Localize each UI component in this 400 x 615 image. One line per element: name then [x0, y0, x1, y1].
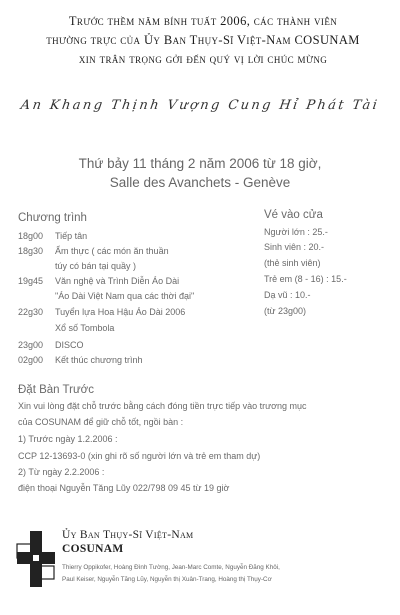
intro-text — [18, 12, 388, 69]
event-info — [0, 154, 400, 192]
reservation-line: Xin vui lòng đặt chỗ trước bằng cách đóng tiền trực tiếp vào trương mục — [18, 401, 307, 411]
intro-line-3: xin trân trọng gởi đến quý vị lời chúc mừng — [78, 52, 328, 66]
new-year-greeting: An Khang Thịnh Vượng Cung Hỉ Phát Tài — [19, 98, 381, 113]
reservation-line: điện thoại Nguyễn Tăng Lũy 022/798 09 45 từ 19 giờ — [18, 483, 230, 493]
ticket-line: (thẻ sinh viên) — [264, 258, 321, 268]
members-line-1: Thierry Oppikofer, Hoàng Đình Tường, Jean-Marc Comte, Nguyễn Đăng Khôi, — [62, 564, 280, 571]
event-date: Thứ bảy 11 tháng 2 năm 2006 từ 18 giờ, — [78, 156, 322, 171]
reservation-line: CCP 12-13693-0 (xin ghi rõ số người lớn và trẻ em tham dự) — [18, 451, 261, 461]
ticket-line: Sinh viên : 20.- — [264, 242, 325, 252]
intro-line-2: thường trực của Ủy Ban Thụy-Sĩ Việt-Nam COSUNAM — [46, 33, 360, 47]
ticket-line: (từ 23g00) — [264, 306, 307, 316]
reservation-line: 2) Từ ngày 2.2.2006 : — [18, 467, 105, 477]
reservation-title: Đặt Bàn Trước — [18, 384, 94, 396]
members-line-2: Paul Keiser, Nguyễn Tăng Lũy, Nguyễn thị Xuân-Trang, Hoàng thị Thụy-Cơ — [62, 576, 272, 583]
ticket-line: Trẻ em (8 - 16) : 15.- — [264, 274, 347, 284]
reservation-line: 1) Trước ngày 1.2.2006 : — [18, 434, 118, 444]
organization-name — [62, 528, 193, 556]
organization-name-line-2: COSUNAM — [62, 543, 124, 555]
ticket-line: Dạ vũ : 10.- — [264, 290, 311, 300]
cosunam-cross-logo-icon — [16, 530, 56, 588]
intro-line-1: Trước thềm năm bính tuất 2006, các thành viên — [68, 14, 338, 28]
ticket-line: Người lớn : 25.- — [264, 227, 328, 237]
tickets-title: Vé vào cửa — [264, 209, 323, 221]
committee-members — [62, 562, 392, 586]
event-venue: Salle des Avanchets - Genève — [109, 175, 291, 190]
organization-name-line-1: Ủy Ban Thụy-Sĩ Việt-Nam — [62, 529, 194, 541]
program-title: Chương trình — [18, 212, 87, 224]
reservation-line: của COSUNAM để giữ chỗ tốt, ngồi bàn : — [18, 417, 184, 427]
